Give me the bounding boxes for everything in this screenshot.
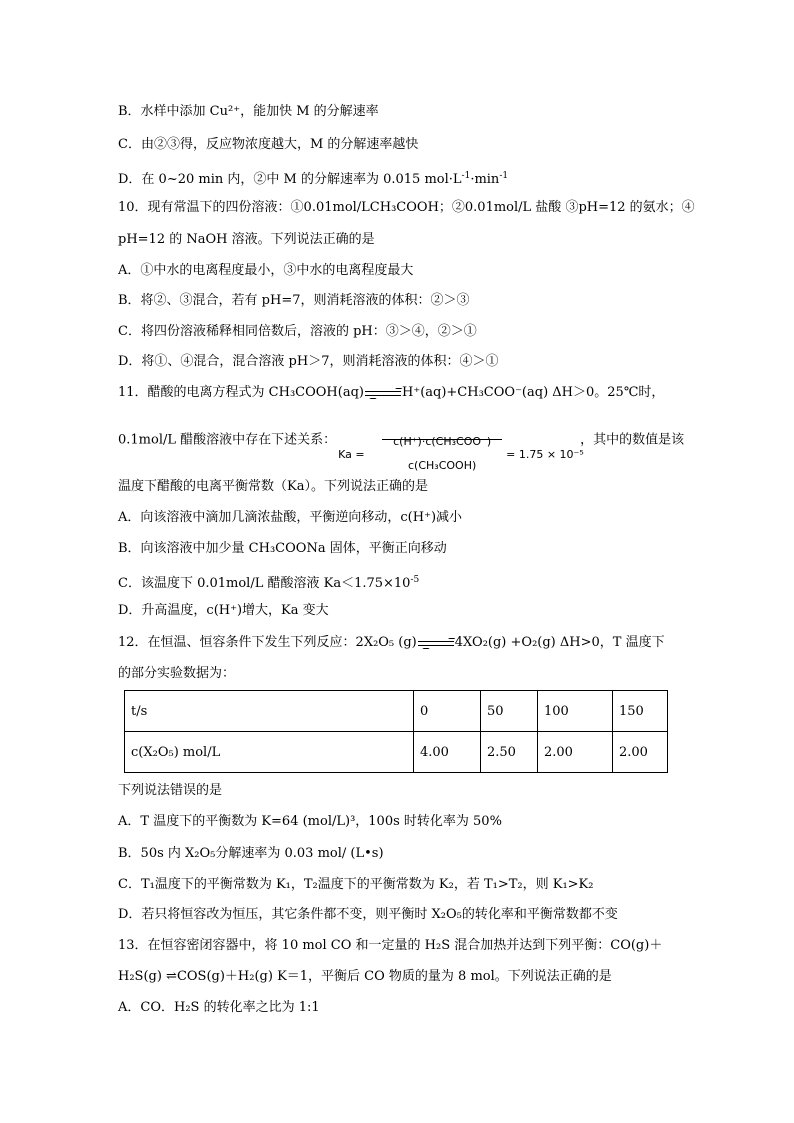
q12-stem-line1 — [118, 635, 678, 651]
q10-option-b: B．将②、③混合，若有 pH=7，则消耗溶液的体积：②＞③ — [118, 293, 470, 308]
q9-option-b: B．水样中添加 Cu²⁺，能加快 M 的分解速率 — [118, 104, 379, 119]
q12-option-b: B．50s 内 X₂O₅分解速率为 0.03 mol/ (L•s) — [118, 846, 384, 861]
table-cell: c(X₂O₅) mol/L — [125, 732, 414, 773]
q12-option-a: A．T 温度下的平衡数为 K=64 (mol/L)³，100s 时转化率为 50% — [118, 814, 502, 829]
q11-line2-right: ，其中的数值是该 — [580, 432, 685, 448]
table-row — [125, 691, 668, 732]
q13-option-a: A．CO．H₂S 的转化率之比为 1:1 — [118, 1000, 320, 1015]
table-cell: 150 — [613, 691, 668, 732]
q11-stem-left: 11．醋酸的电离方程式为 CH₃COOH(aq) — [118, 385, 364, 400]
q13-stem-line2: H₂S(g) ⇌COS(g)＋H₂(g) K＝1，平衡后 CO 物质的量为 8 mol。下列说法正确的是 — [118, 969, 612, 984]
q11-stem-right: H⁺(aq)+CH₃COO⁻(aq) ΔH＞0。25℃时， — [402, 385, 665, 400]
q12-option-c: C．T₁温度下的平衡常数为 K₁，T₂温度下的平衡常数为 K₂，若 T₁>T₂，则 K₁>K₂ — [118, 877, 594, 892]
q12-stem-line2: 的部分实验数据为： — [118, 666, 236, 681]
ka-formula — [338, 418, 584, 472]
q10-option-d: D．将①、④混合，混合溶液 pH＞7，则消耗溶液的体积：④＞① — [118, 354, 499, 369]
q9-option-d-exp1: -1 — [461, 171, 471, 181]
q10-option-a: A．①中水的电离程度最小，③中水的电离程度最大 — [118, 263, 414, 278]
q11-option-a: A．向该溶液中滴加几滴浓盐酸，平衡逆向移动，c(H⁺)减小 — [118, 510, 463, 525]
table-cell: 0 — [414, 691, 481, 732]
q12-stem-left: 12．在恒温、恒容条件下发生下列反应：2X₂O₅ (g) — [118, 635, 417, 650]
table-cell: 100 — [538, 691, 613, 732]
q11-option-c — [118, 572, 678, 592]
equilibrium-arrow-icon — [365, 388, 401, 398]
q12-option-d: D．若只将恒容改为恒压，其它条件都不变，则平衡时 X₂O₅的转化率和平衡常数都不变 — [118, 907, 618, 922]
q11-stem-line1 — [118, 385, 678, 401]
q12-stem-right: 4XO₂(g) +O₂(g) ΔH>0，T 温度下 — [454, 635, 665, 650]
table-cell: 4.00 — [414, 732, 481, 773]
q11-option-c-exp: -5 — [410, 575, 420, 585]
q11-stem-line2 — [118, 418, 685, 472]
table-row — [125, 732, 668, 773]
ka-formula-denominator: c(CH₃COOH) — [408, 459, 477, 472]
q11-line2-left: 0.1mol/L 醋酸溶液中存在下述关系： — [118, 432, 337, 448]
q10-stem-line2: pH=12 的 NaOH 溶液。下列说法正确的是 — [118, 232, 375, 247]
q12-prompt: 下列说法错误的是 — [118, 783, 223, 798]
q11-stem-line3: 温度下醋酸的电离平衡常数（Ka）。下列说法正确的是 — [118, 479, 428, 494]
table-cell: 2.00 — [613, 732, 668, 773]
fraction-bar — [382, 439, 502, 440]
q9-option-d-exp2: -1 — [499, 171, 509, 181]
q9-option-d — [118, 168, 678, 188]
table-cell: 2.50 — [481, 732, 538, 773]
q11-option-d: D．升高温度，c(H⁺)增大，Ka 变大 — [118, 603, 329, 618]
q9-option-d-text: D．在 0~20 min 内，②中 M 的分解速率为 0.015 mol·L — [118, 172, 462, 187]
table-cell: t/s — [125, 691, 414, 732]
ka-formula-numerator: c(H⁺)·c(CH₃COO⁻) — [393, 435, 492, 448]
q10-option-c: C．将四份溶液稀释相同倍数后，溶液的 pH：③＞④，②＞① — [118, 324, 477, 339]
q11-option-c-text: C．该温度下 0.01mol/L 醋酸溶液 Ka＜1.75×10 — [118, 576, 411, 591]
ka-formula-rhs: = 1.75 × 10⁻⁵ — [506, 448, 584, 461]
q12-data-table — [124, 690, 668, 773]
ka-formula-lhs: Ka = — [338, 448, 365, 461]
table-cell: 2.00 — [538, 732, 613, 773]
q9-option-d-mid: ·min — [470, 172, 500, 187]
q13-stem-line1: 13．在恒容密闭容器中，将 10 mol CO 和一定量的 H₂S 混合加热并达到下列平衡：CO(g)＋ — [118, 938, 663, 953]
q10-stem-line1: 10．现有常温下的四份溶液：①0.01mol/LCH₃COOH；②0.01mol/L 盐酸 ③pH=12 的氨水；④ — [118, 200, 695, 215]
table-cell: 50 — [481, 691, 538, 732]
equilibrium-arrow-icon — [418, 638, 454, 648]
q11-option-b: B．向该溶液中加少量 CH₃COONa 固体，平衡正向移动 — [118, 541, 447, 556]
q9-option-c: C．由②③得，反应物浓度越大，M 的分解速率越快 — [118, 137, 419, 152]
